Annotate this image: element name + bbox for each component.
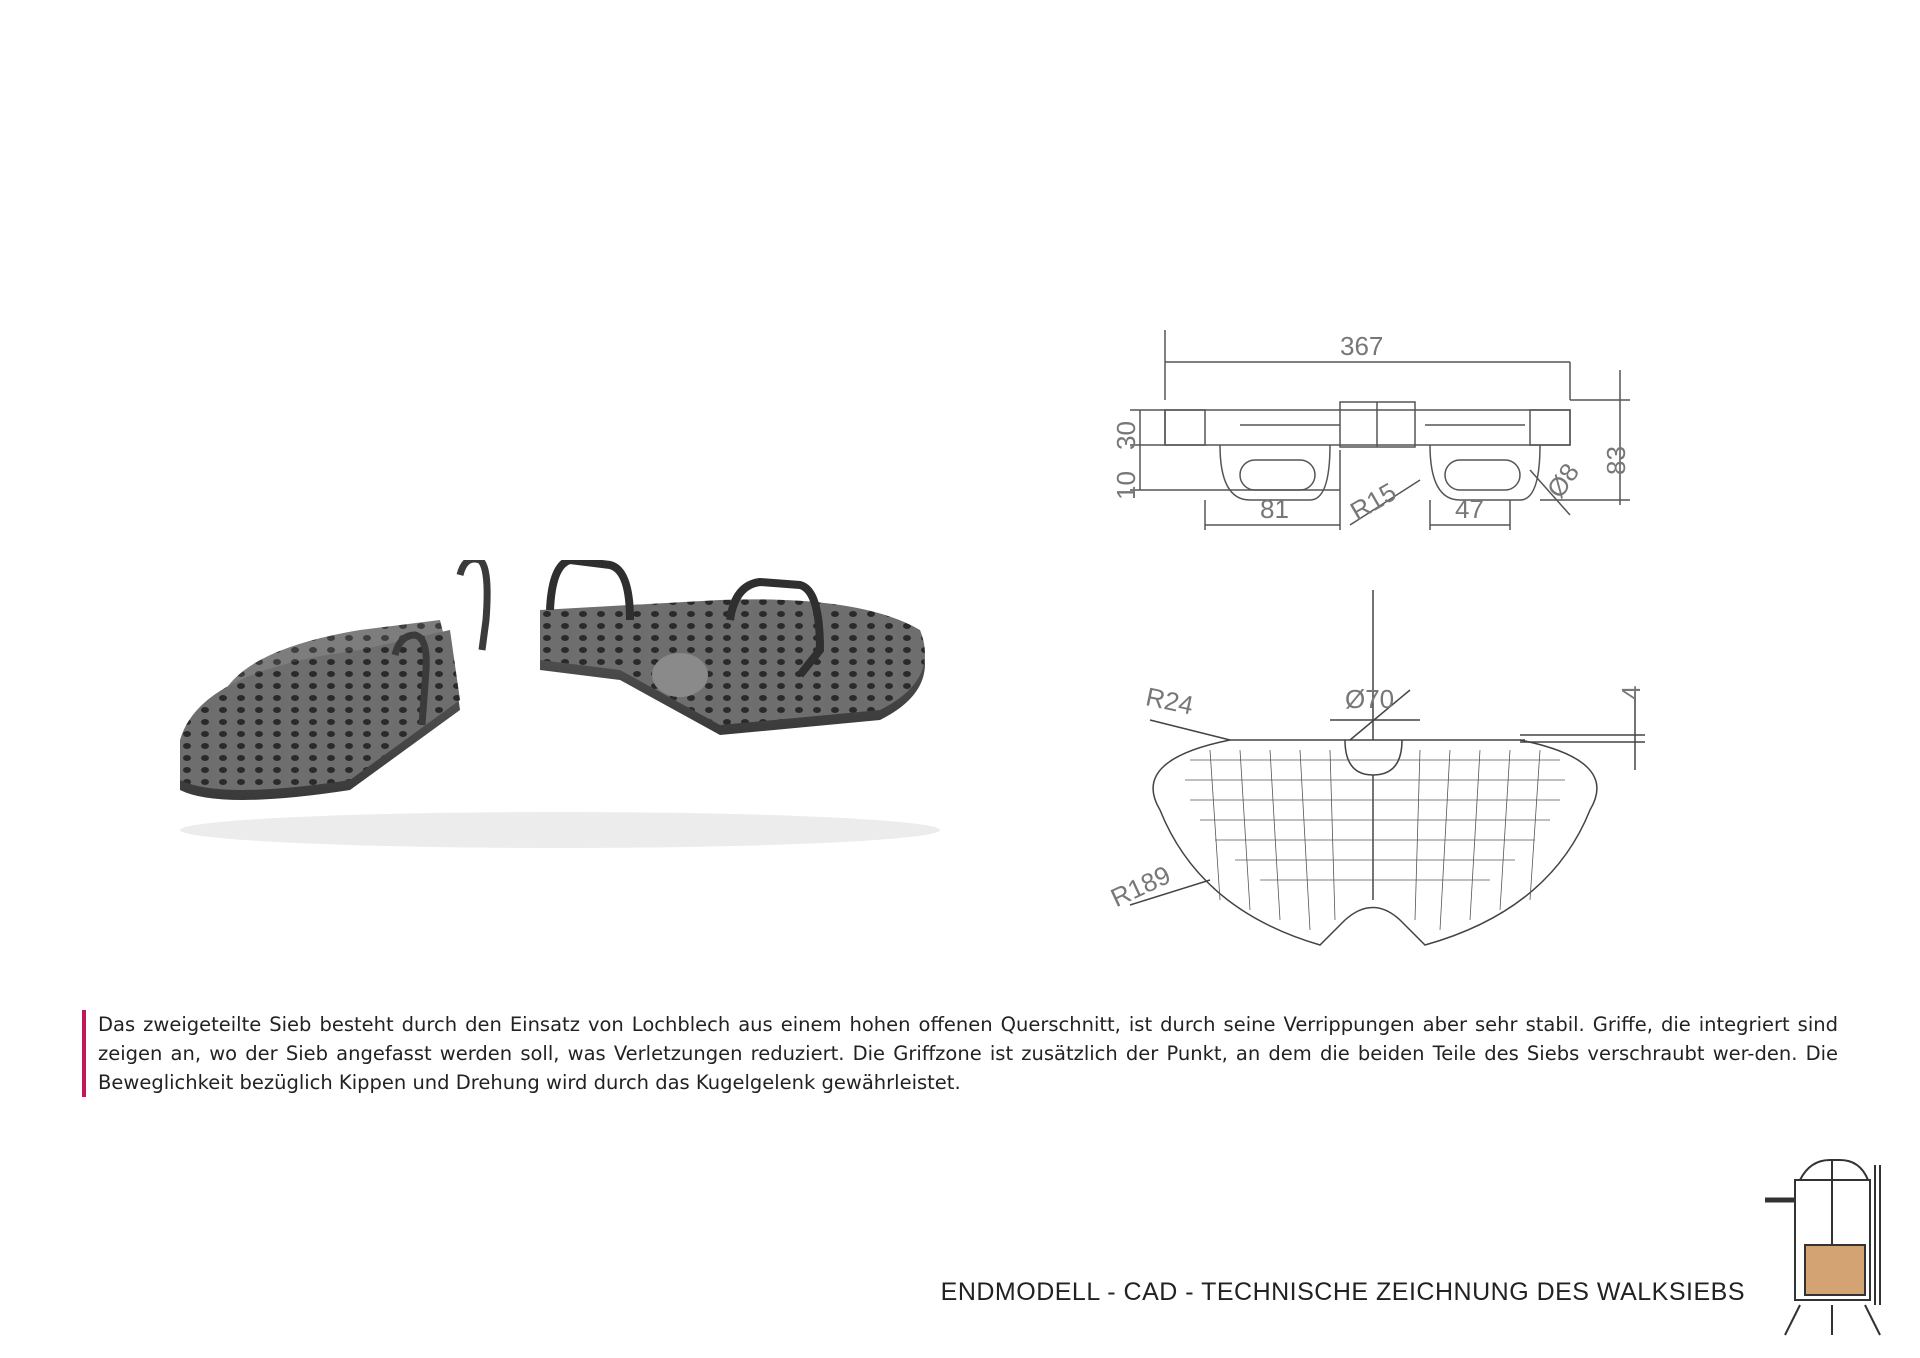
dim-height-bottom: 10 — [1111, 471, 1141, 500]
dim-hole: Ø8 — [1540, 457, 1586, 504]
right-sieve-half — [540, 560, 925, 735]
left-sieve-half — [180, 560, 487, 800]
dim-height-total: 83 — [1601, 446, 1631, 475]
dim-height-top: 30 — [1111, 421, 1141, 450]
page-title: ENDMODELL - CAD - TECHNISCHE ZEICHNUNG DES WALKSIEBS — [940, 1278, 1745, 1306]
press-content — [1805, 1245, 1865, 1295]
dim-thickness: 4 — [1616, 685, 1646, 700]
dim-width-left: 81 — [1260, 494, 1289, 524]
description-text: Das zweigeteilte Sieb besteht durch den Einsatz von Lochblech aus einem hohen offenen Querschnitt, ist durch seine Verrippungen aber sehr stabil. Griffe, die integriert sind zeigen an, wo der Sieb angefasst werden soll, was Verletzungen reduziert. Die Griffzone ist zusätzlich der Punkt, an dem die beiden Teile des Siebs verschraubt wer-den. Die Beweglichkeit bezüglich Kippen und Drehung wird durch das Kugelgelenk gewährleistet. — [98, 1013, 1838, 1094]
sieve-render-image — [160, 560, 960, 860]
dim-radius-inner: R24 — [1143, 681, 1197, 721]
dim-center-diameter: Ø70 — [1345, 684, 1395, 714]
dim-radius: R15 — [1345, 476, 1402, 527]
technical-drawing-front-view — [1100, 330, 1660, 560]
technical-drawing-top-view — [1090, 580, 1670, 960]
dim-width-total: 367 — [1340, 331, 1384, 361]
description-block — [82, 1010, 1838, 1097]
dim-radius-outer: R189 — [1105, 859, 1175, 913]
dim-width-right: 47 — [1455, 494, 1484, 524]
press-machine-icon — [1760, 1155, 1900, 1340]
